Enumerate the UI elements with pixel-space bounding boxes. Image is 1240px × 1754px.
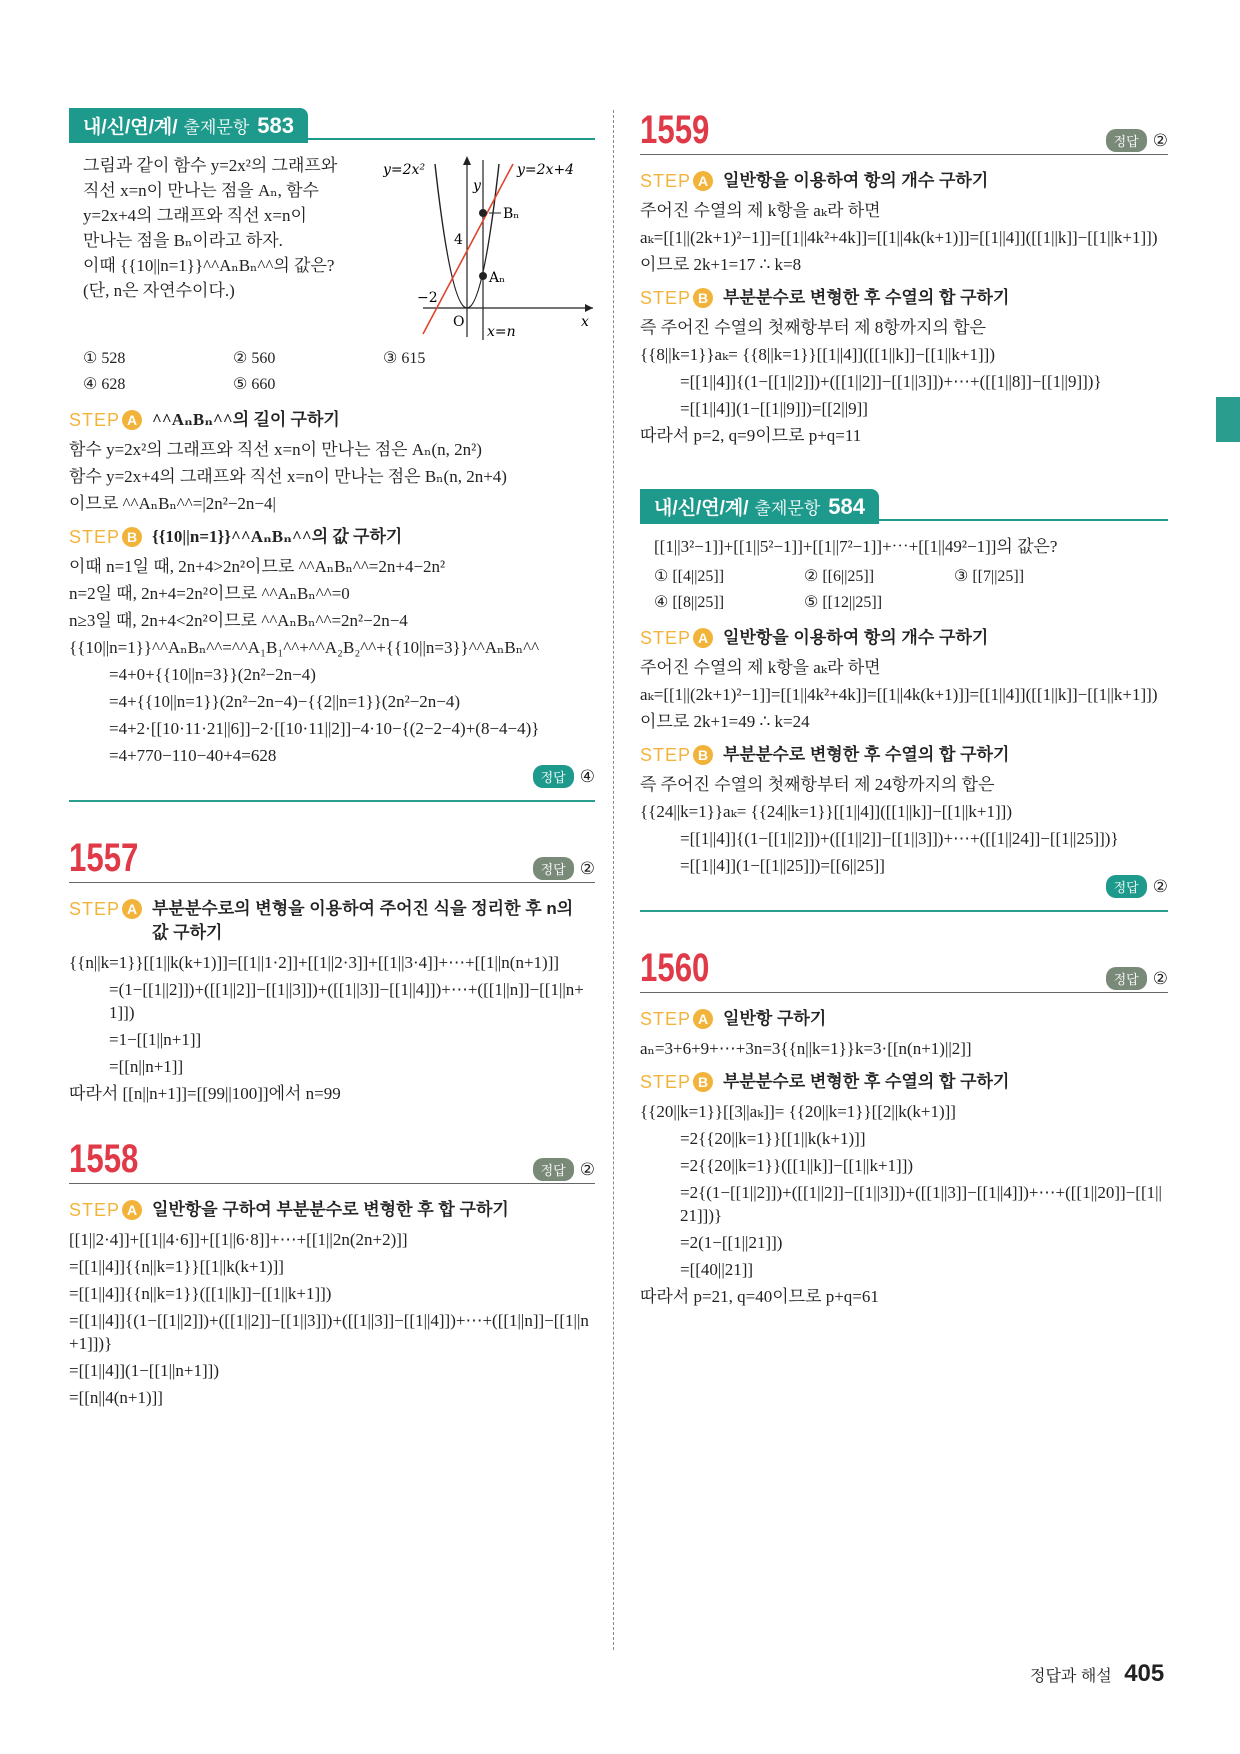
step-b-header — [640, 1070, 1168, 1094]
answer-pill: 정답 — [1106, 875, 1147, 898]
problem-1560-heading — [640, 946, 1168, 993]
y-axis-arrow — [463, 156, 471, 165]
step-title: 일반항 구하기 — [723, 1009, 827, 1028]
answer-pill: 정답 — [533, 857, 574, 880]
solution-line: =[[1||4]](1−[[1||9]])=[[2||9]] — [680, 399, 868, 418]
solution-line: {{n||k=1}}[[1||k(k+1)]]=[[1||1·2]]+[[1||2·3]]+[[1||3·4]]+⋯+[[1||n(n+1)]] — [69, 953, 560, 972]
solution-line: =[[1||4]]{(1−[[1||2]])+([[1||2]]−[[1||3]])+⋯+([[1||24]]−[[1||25]])} — [680, 829, 1119, 848]
banner-583 — [69, 108, 308, 143]
problem-1557-heading — [69, 836, 595, 883]
step-label: STEP — [69, 1200, 121, 1220]
solution-line: aₖ=[[1||(2k+1)²−1]]=[[1||4k²+4k]]=[[1||4k(k+1)]]=[[1||4]]([[1||k]]−[[1||k+1]]) — [640, 228, 1158, 247]
solution-line: {{8||k=1}}aₖ= {{8||k=1}}[[1||4]]([[1||k]]−[[1||k+1]]) — [640, 345, 995, 364]
y-axis-label: y — [473, 178, 481, 194]
solution-line: {{10||n=1}}^^AₙBₙ^^=^^A₁B₁^^+^^A₂B₂^^+{{10||n=3}}^^AₙBₙ^^ — [69, 638, 540, 657]
answer-row — [69, 765, 595, 788]
solution-line: =[[40||21]] — [680, 1260, 754, 1279]
problem-line: [[1||3²−1]]+[[1||5²−1]]+[[1||7²−1]]+⋯+[[1||49²−1]]의 값은? — [654, 537, 1058, 556]
solution-line: =2{{20||k=1}}([[1||k]]−[[1||k+1]]) — [680, 1156, 914, 1175]
problem-line: (단, n은 자연수이다.) — [83, 281, 235, 300]
answer-value: ② — [1152, 876, 1168, 896]
step-title-line2: 값 구하기 — [152, 923, 223, 942]
origin-label: O — [453, 314, 465, 330]
step-badge: B — [122, 527, 142, 547]
solution-line: =(1−[[1||2]])+([[1||2]]−[[1||3]])+([[1||3]]−[[1||4]])+⋯+([[1||n]]−[[1||n+1]]) — [109, 980, 584, 1022]
answer-value: ② — [579, 1159, 595, 1179]
step-a-header — [640, 1007, 1168, 1031]
solution-line: [[1||2·4]]+[[1||4·6]]+[[1||6·8]]+⋯+[[1||2n(2n+2)]] — [69, 1230, 408, 1249]
problem-number: 1560 — [640, 946, 710, 990]
answer-row — [640, 875, 1168, 898]
step-title: 일반항을 이용하여 항의 개수 구하기 — [723, 628, 989, 647]
banner-584-wrap — [640, 489, 1168, 523]
solution-line: aₖ=[[1||(2k+1)²−1]]=[[1||4k²+4k]]=[[1||4k(k+1)]]=[[1||4]]([[1||k]]−[[1||k+1]]) — [640, 685, 1158, 704]
banner-prefix: 내/신/연/계/ — [83, 117, 178, 138]
step-a-header — [69, 408, 595, 432]
vline-label: x=n — [487, 324, 516, 340]
chapter-tab — [1216, 397, 1240, 442]
solution-line: =2{(1−[[1||2]])+([[1||2]]−[[1||3]])+([[1||3]]−[[1||4]])+⋯+([[1||20]]−[[1||21]])} — [680, 1183, 1162, 1225]
page-footer — [1030, 1660, 1164, 1688]
solution-line: 주어진 수열의 제 k항을 aₖ라 하면 — [640, 658, 881, 677]
answer-badge — [1106, 967, 1168, 990]
problem-line: 이때 {{10||n=1}}^^AₙBₙ^^의 값은? — [83, 256, 335, 275]
solution-line: {{24||k=1}}aₖ= {{24||k=1}}[[1||4]]([[1||k]]−[[1||k+1]]) — [640, 802, 1012, 821]
solution-line: 주어진 수열의 제 k항을 aₖ라 하면 — [640, 201, 881, 220]
step-b-header — [640, 286, 1168, 310]
solution-line: n=2일 때, 2n+4=2n²이므로 ^^AₙBₙ^^=0 — [69, 584, 350, 603]
problem-line: 그림과 같이 함수 y=2x²의 그래프와 — [83, 156, 338, 175]
choice-1: ① 528 — [83, 350, 126, 367]
banner-number: 583 — [257, 113, 294, 138]
problem-number: 1559 — [640, 108, 710, 152]
step-label: STEP — [69, 410, 121, 430]
point-a — [479, 272, 487, 280]
answer-pill: 정답 — [1106, 129, 1147, 152]
answer-value: ④ — [579, 766, 595, 786]
solution-line: =4+770−110−40+4=628 — [109, 746, 277, 765]
choice-2: ② [[6||25]] — [804, 568, 875, 585]
step-title-line1: 부분분수로의 변형을 이용하여 주어진 식을 정리한 후 n의 — [152, 899, 574, 918]
step-badge: A — [693, 171, 713, 191]
answer-badge — [533, 765, 595, 788]
step-a-header — [640, 626, 1168, 650]
banner-583-wrap — [69, 108, 595, 142]
choice-4: ④ [[8||25]] — [654, 594, 725, 611]
solution-line: 따라서 p=2, q=9이므로 p+q=11 — [640, 426, 862, 445]
point-b — [479, 209, 487, 217]
answer-badge — [533, 857, 595, 880]
answer-value: ② — [1152, 130, 1168, 150]
solution-line: =[[1||4]]{(1−[[1||2]])+([[1||2]]−[[1||3]])+⋯+([[1||8]]−[[1||9]])} — [680, 372, 1102, 391]
right-column — [640, 108, 1168, 1310]
banner-number: 584 — [828, 494, 865, 519]
step-badge: A — [122, 899, 142, 919]
solution-line: =[[1||4]](1−[[1||25]])=[[6||25]] — [680, 856, 885, 875]
answer-value: ② — [579, 858, 595, 878]
footer-label: 정답과 해설 — [1030, 1668, 1112, 1685]
page-number: 405 — [1124, 1660, 1165, 1687]
step-a-header — [640, 169, 1168, 193]
solution-line: aₙ=3+6+9+⋯+3n=3{{n||k=1}}k=3·[[n(n+1)||2]] — [640, 1039, 972, 1058]
solution-line: 즉 주어진 수열의 첫째항부터 제 8항까지의 합은 — [640, 318, 987, 337]
solution-line: 즉 주어진 수열의 첫째항부터 제 24항까지의 합은 — [640, 775, 995, 794]
answer-pill: 정답 — [1106, 967, 1147, 990]
answer-badge — [1106, 129, 1168, 152]
problem-text — [69, 152, 373, 342]
problem-1558-heading — [69, 1137, 595, 1184]
step-title: 일반항을 이용하여 항의 개수 구하기 — [723, 171, 989, 190]
answer-value: ② — [1152, 968, 1168, 988]
step-b-header — [69, 525, 595, 549]
solution-line: 이므로 2k+1=49 ∴ k=24 — [640, 712, 810, 731]
problem-line: 만나는 점을 Bₙ이라고 하자. — [83, 231, 283, 250]
step-badge: B — [693, 288, 713, 308]
choice-2: ② 560 — [233, 350, 276, 367]
step-label: STEP — [69, 527, 121, 547]
solution-line: =2{{20||k=1}}[[1||k(k+1)]] — [680, 1129, 866, 1148]
x-axis-label: x — [581, 314, 589, 330]
problem-583 — [69, 152, 595, 342]
banner-sub: 출제문항 — [183, 118, 250, 137]
section-divider — [69, 800, 595, 802]
choice-3: ③ 615 — [383, 350, 426, 367]
step-badge: B — [693, 745, 713, 765]
solution-line: =2(1−[[1||21]]) — [680, 1233, 783, 1252]
banner-prefix: 내/신/연/계/ — [654, 498, 749, 519]
solution-line: {{20||k=1}}[[3||aₖ]]= {{20||k=1}}[[2||k(k+1)]] — [640, 1102, 956, 1121]
step-badge: A — [693, 1009, 713, 1029]
solution-line: 이므로 2k+1=17 ∴ k=8 — [640, 255, 802, 274]
step-label: STEP — [640, 288, 692, 308]
solution-line: 이므로 ^^AₙBₙ^^=|2n²−2n−4| — [69, 494, 276, 513]
solution-line: =4+0+{{10||n=3}}(2n²−2n−4) — [109, 665, 316, 684]
step-b-header — [640, 743, 1168, 767]
solution-line: =[[1||4]]{{n||k=1}}[[1||k(k+1)]] — [69, 1257, 284, 1276]
answer-pill: 정답 — [533, 1158, 574, 1181]
solution-line: 따라서 p=21, q=40이므로 p+q=61 — [640, 1287, 879, 1306]
column-divider — [613, 110, 614, 1650]
step-title: ^^AₙBₙ^^의 길이 구하기 — [152, 410, 340, 429]
problem-number: 1558 — [69, 1137, 139, 1181]
answer-badge — [1106, 875, 1168, 898]
choice-5: ⑤ 660 — [233, 376, 276, 393]
x-tick-neg2: −2 — [417, 290, 438, 306]
section-divider — [640, 910, 1168, 912]
step-badge: A — [122, 410, 142, 430]
solution-line: =[[n||n+1]] — [109, 1057, 184, 1076]
choice-3: ③ [[7||25]] — [954, 568, 1025, 585]
step-label: STEP — [69, 899, 121, 919]
step-label: STEP — [640, 1072, 692, 1092]
problem-line: 직선 x=n이 만나는 점을 Aₙ, 함수 — [83, 181, 319, 200]
step-a-header — [69, 897, 595, 945]
choices-583 — [83, 348, 595, 396]
step-title — [152, 897, 573, 945]
banner-sub: 출제문항 — [754, 499, 821, 518]
solution-line: 함수 y=2x+4의 그래프와 직선 x=n이 만나는 점은 Bₙ(n, 2n+4) — [69, 467, 507, 486]
choice-5: ⑤ [[12||25]] — [804, 594, 883, 611]
step-label: STEP — [640, 745, 692, 765]
left-column — [69, 108, 595, 1411]
step-badge: B — [693, 1072, 713, 1092]
solution-line: 함수 y=2x²의 그래프와 직선 x=n이 만나는 점은 Aₙ(n, 2n²) — [69, 440, 482, 459]
solution-line: =[[1||4]]{{n||k=1}}([[1||k]]−[[1||k+1]]) — [69, 1284, 332, 1303]
problem-line: y=2x+4의 그래프와 직선 x=n이 — [83, 206, 307, 225]
choice-1: ① [[4||25]] — [654, 568, 725, 585]
answer-badge — [533, 1158, 595, 1181]
step-badge: A — [693, 628, 713, 648]
step-label: STEP — [640, 1009, 692, 1029]
step-title: 부분분수로 변형한 후 수열의 합 구하기 — [723, 288, 1010, 307]
solution-line: =4+2·[[10·11·21||6]]−2·[[10·11||2]]−4·10−{(2−2−4)+(8−4−4)} — [109, 719, 540, 738]
banner-584 — [640, 489, 879, 524]
choice-4: ④ 628 — [83, 376, 126, 393]
step-badge: A — [122, 1200, 142, 1220]
solution-line: 따라서 [[n||n+1]]=[[99||100]]에서 n=99 — [69, 1084, 341, 1103]
step-label: STEP — [640, 628, 692, 648]
step-title: 부분분수로 변형한 후 수열의 합 구하기 — [723, 745, 1010, 764]
curve-label: y=2x² — [383, 162, 426, 178]
solution-line: n≥3일 때, 2n+4<2n²이므로 ^^AₙBₙ^^=2n²−2n−4 — [69, 611, 408, 630]
solution-line: =4+{{10||n=1}}(2n²−2n−4)−{{2||n=1}}(2n²−2n−4) — [109, 692, 461, 711]
problem-1559-heading — [640, 108, 1168, 155]
solution-line: =[[1||4]]{(1−[[1||2]])+([[1||2]]−[[1||3]])+([[1||3]]−[[1||4]])+⋯+([[1||n]]−[[1||n+1]])} — [69, 1311, 589, 1353]
step-title: {{10||n=1}}^^AₙBₙ^^의 값 구하기 — [152, 527, 403, 546]
x-axis-arrow — [585, 304, 593, 312]
step-a-header — [69, 1198, 595, 1222]
b-label: Bₙ — [503, 206, 520, 222]
a-label: Aₙ — [489, 270, 506, 286]
choices-584 — [654, 566, 1168, 614]
step-label: STEP — [640, 171, 692, 191]
answer-pill: 정답 — [533, 765, 574, 788]
step-title: 일반항을 구하여 부분분수로 변형한 후 합 구하기 — [152, 1200, 509, 1219]
solution-line: =1−[[1||n+1]] — [109, 1030, 202, 1049]
solution-line: 이때 n=1일 때, 2n+4>2n²이므로 ^^AₙBₙ^^=2n+4−2n² — [69, 557, 446, 576]
line-label: y=2x+4 — [517, 162, 575, 178]
problem-number: 1557 — [69, 836, 139, 880]
solution-line: =[[1||4]](1−[[1||n+1]]) — [69, 1361, 219, 1380]
y-tick-4: 4 — [454, 232, 463, 248]
solution-line: =[[n||4(n+1)]] — [69, 1388, 163, 1407]
graph — [383, 152, 595, 342]
step-title: 부분분수로 변형한 후 수열의 합 구하기 — [723, 1072, 1010, 1091]
